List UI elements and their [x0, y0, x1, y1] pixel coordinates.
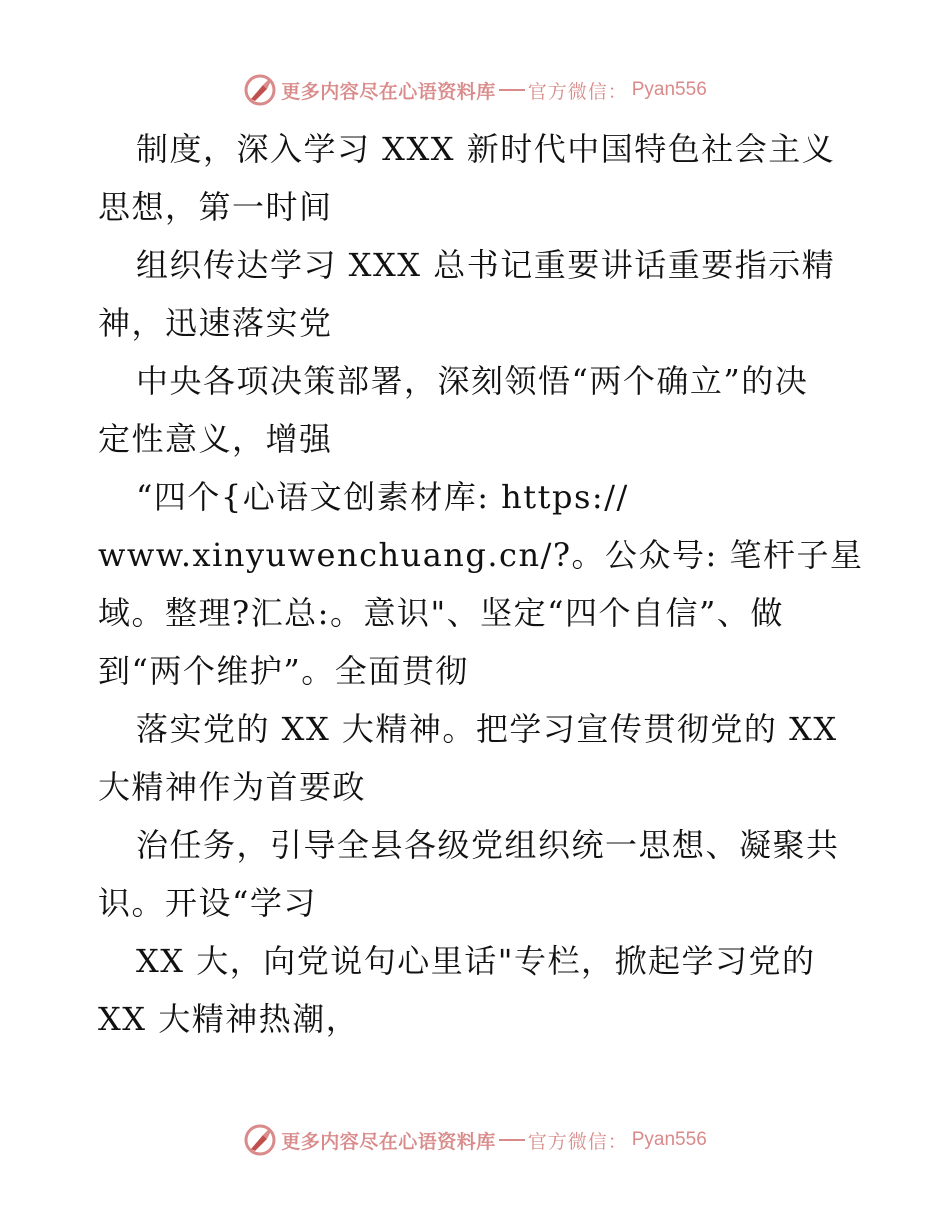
header-brand-text: 更多内容尽在心语资料库: [281, 80, 496, 103]
document-body: [98, 120, 868, 1048]
footer-dash: [499, 1139, 525, 1141]
footer-watermark: [0, 1120, 950, 1160]
body-line: XX 大，向党说句心里话"专栏，掀起学习党的: [136, 942, 816, 980]
body-line: 中央各项决策部署，深刻领悟“两个确立”的决: [136, 362, 809, 400]
body-line: XX 大精神热潮，: [98, 1000, 360, 1038]
body-line: 治任务，引导全县各级党组织统一思想、凝聚共: [136, 826, 840, 864]
body-line: 到“两个维护”。全面贯彻: [98, 652, 469, 690]
body-line: 定性意义，增强: [98, 420, 333, 458]
body-line: 落实党的 XX 大精神。把学习宣传贯彻党的 XX: [136, 710, 838, 748]
body-line: 神，迅速落实党: [98, 304, 333, 342]
footer-brand-text: 更多内容尽在心语资料库: [281, 1130, 496, 1153]
footer-wechat-handle: Pyan556: [631, 1129, 707, 1150]
body-line: “四个{心语文创素材库: https://: [136, 478, 629, 516]
body-line: 组织传达学习 XXX 总书记重要讲话重要指示精: [136, 246, 836, 284]
header-wechat-label: 官方微信：: [527, 80, 628, 103]
pen-nib-logo-icon: [243, 73, 277, 107]
body-line: 制度，深入学习 XXX 新时代中国特色社会主义: [136, 130, 836, 168]
body-line: 域。整理?汇总:。意识"、坚定“四个自信”、做: [98, 594, 784, 632]
header-wechat-handle: Pyan556: [631, 79, 707, 100]
body-line: 思想，第一时间: [98, 188, 333, 226]
header-dash: [499, 89, 525, 91]
body-line: www.xinyuwenchuang.cn/?。公众号: 笔杆子星: [98, 536, 864, 574]
body-line: 识。开设“学习: [98, 884, 317, 922]
body-line: 大精神作为首要政: [98, 768, 367, 806]
pen-nib-logo-icon: [243, 1123, 277, 1157]
header-watermark: [0, 70, 950, 110]
footer-wechat-label: 官方微信：: [527, 1130, 628, 1153]
